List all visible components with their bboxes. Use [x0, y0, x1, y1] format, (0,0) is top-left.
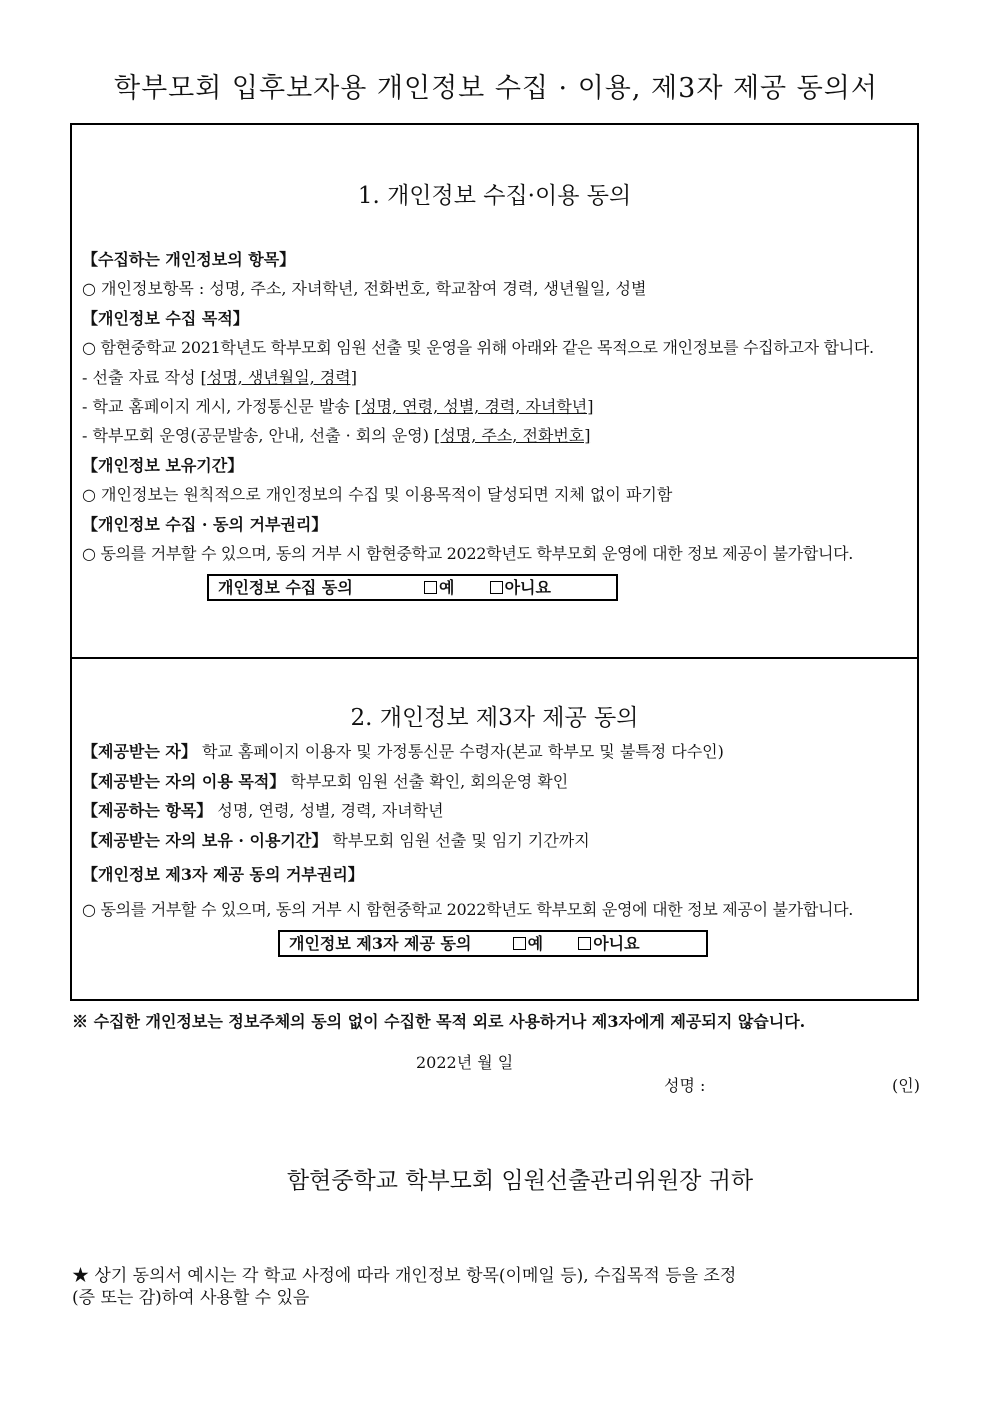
purpose-item-1-label: - 선출 자료 작성: [82, 368, 201, 387]
provided-items-text: 성명, 연령, 성별, 경력, 자녀학년: [212, 801, 444, 820]
purpose-item-2-fields: [성명, 연령, 성별, 경력, 자녀학년]: [354, 397, 594, 416]
refusal-header: 【개인정보 수집 · 동의 거부권리】: [82, 515, 328, 534]
footnote: [72, 1265, 736, 1309]
items-text: ○ 개인정보항목 : 성명, 주소, 자녀학년, 전화번호, 학교참여 경력, 생년월일, 성별: [82, 279, 647, 298]
third-party-refusal-text: ○ 동의를 거부할 수 있으며, 동의 거부 시 함현중학교 2022학년도 학부모회 운영에 대한 정보 제공이 불가합니다.: [82, 900, 854, 919]
section-1-heading: 1. 개인정보 수집·이용 동의: [357, 183, 632, 209]
refusal-text: ○ 동의를 거부할 수 있으며, 동의 거부 시 함현중학교 2022학년도 학부모회 운영에 대한 정보 제공이 불가합니다.: [82, 544, 854, 563]
retention-period-line: [82, 828, 590, 851]
document-title: 학부모회 입후보자용 개인정보 수집 · 이용, 제3자 제공 동의서: [114, 73, 878, 104]
no-label: 아니요: [593, 934, 640, 953]
no-checkbox[interactable]: [490, 581, 503, 594]
retention-text: ○ 개인정보는 원칙적으로 개인정보의 수집 및 이용목적이 달성되면 지체 없이 파기함: [82, 485, 673, 504]
retention-header: 【개인정보 보유기간】: [82, 456, 244, 475]
section-2-box: [70, 657, 919, 1001]
provided-items-header: 【제공하는 항목】: [82, 801, 213, 820]
no-checkbox[interactable]: [578, 937, 591, 950]
purpose-text: ○ 함현중학교 2021학년도 학부모회 임원 선출 및 운영을 위해 아래와 같은 목적으로 개인정보를 수집하고자 합니다.: [82, 338, 874, 357]
provided-items-line: [82, 798, 444, 821]
consent-label: 개인정보 수집 동의: [218, 578, 353, 597]
recipient-header: 【제공받는 자】: [82, 742, 197, 761]
recipient-line: [82, 739, 724, 762]
purpose-item-3: [82, 423, 591, 446]
purpose-item-2: [82, 394, 594, 417]
yes-label: 예: [527, 934, 544, 953]
usage-purpose-header: 【제공받는 자의 이용 목적】: [82, 772, 286, 791]
recipient-text: 학교 홈페이지 이용자 및 가정통신문 수령자(본교 학부모 및 불특정 다수인): [196, 742, 724, 761]
yes-checkbox[interactable]: [424, 581, 437, 594]
purpose-header: 【개인정보 수집 목적】: [82, 309, 249, 328]
footnote-line-2: (증 또는 감)하여 사용할 수 있음: [72, 1288, 310, 1308]
date-field: 2022년 월 일: [416, 1053, 514, 1072]
addressee: 함현중학교 학부모회 임원선출관리위원장 귀하: [286, 1168, 754, 1194]
purpose-item-2-label: - 학교 홈페이지 게시, 가정통신문 발송: [82, 397, 355, 416]
signature-label: 성명 :: [664, 1076, 706, 1095]
section-2-heading: 2. 개인정보 제3자 제공 동의: [350, 705, 639, 731]
retention-period-header: 【제공받는 자의 보유 · 이용기간】: [82, 831, 328, 850]
items-header: 【수집하는 개인정보의 항목】: [82, 250, 296, 269]
consent-box-collection: [207, 574, 618, 601]
usage-purpose-text: 학부모회 임원 선출 확인, 회의운영 확인: [285, 772, 569, 791]
consent-label: 개인정보 제3자 제공 동의: [289, 934, 472, 953]
consent-box-third-party: [278, 930, 708, 957]
usage-purpose-line: [82, 769, 568, 792]
retention-period-text: 학부모회 임원 선출 및 임기 기간까지: [327, 831, 590, 850]
no-label: 아니요: [504, 578, 551, 597]
privacy-notice: ※ 수집한 개인정보는 정보주체의 동의 없이 수집한 목적 외로 사용하거나 제3자에게 제공되지 않습니다.: [72, 1012, 806, 1031]
section-1-box: [70, 123, 919, 659]
seal-label: (인): [892, 1076, 920, 1095]
yes-label: 예: [438, 578, 455, 597]
purpose-item-1-fields: [성명, 생년월일, 경력]: [200, 368, 357, 387]
purpose-item-1: [82, 365, 357, 388]
yes-checkbox[interactable]: [513, 937, 526, 950]
footnote-line-1: ★ 상기 동의서 예시는 각 학교 사정에 따라 개인정보 항목(이메일 등), 수집목적 등을 조정: [72, 1266, 737, 1286]
third-party-refusal-header: 【개인정보 제3자 제공 동의 거부권리】: [82, 865, 364, 884]
purpose-item-3-fields: [성명, 주소, 전화번호]: [434, 426, 591, 445]
purpose-item-3-label: - 학부모회 운영(공문발송, 안내, 선출 · 회의 운영): [82, 426, 435, 445]
